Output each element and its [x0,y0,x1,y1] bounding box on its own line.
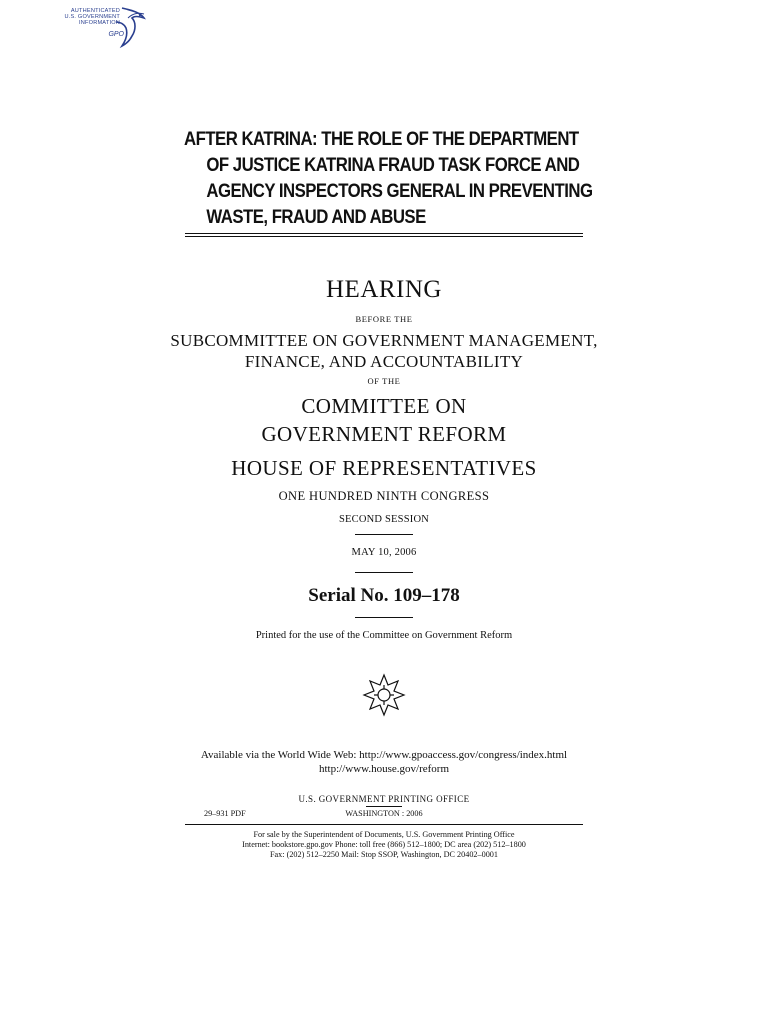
gpo-authentication-seal [58,4,150,48]
sale-info-line-1: For sale by the Superintendent of Documents, U.S. Government Printing Office [253,830,515,839]
subcommittee-line-1: SUBCOMMITTEE ON GOVERNMENT MANAGEMENT, [170,331,598,350]
session: SECOND SESSION [338,514,430,525]
hearing-label: HEARING [326,276,442,303]
date-rule [355,572,413,573]
eagle-seal-icon [58,4,150,50]
congress: ONE HUNDRED NINTH CONGRESS [278,489,490,503]
title-line-2: OF JUSTICE KATRINA FRAUD TASK FORCE AND [206,154,580,176]
of-the: OF THE [367,376,401,386]
printing-office: U.S. GOVERNMENT PRINTING OFFICE [298,794,470,804]
title-line-4: WASTE, FRAUD AND ABUSE [206,206,426,228]
seal-text-line-2: U.S. GOVERNMENT [64,14,120,20]
seal-text-line-3: INFORMATION [79,20,120,26]
availability-line-2: http://www.house.gov/reform [318,763,450,775]
subcommittee-line-2: FINANCE, AND ACCOUNTABILITY [244,352,524,371]
imprint-rule [185,824,583,825]
hearing-date: MAY 10, 2006 [351,547,417,558]
seal-text-line-1: AUTHENTICATED [70,8,120,14]
title-line-1: AFTER KATRINA: THE ROLE OF THE DEPARTMENT [184,128,579,150]
document-number: 29–931 PDF [204,809,246,818]
office-rule [366,806,402,807]
sale-info-line-2: Internet: bookstore.gpo.gov Phone: toll free (866) 512–1800; DC area (202) 512–1800 [242,840,526,849]
title-rule-bottom [185,236,583,237]
session-rule [355,534,413,535]
star-ornament-icon [362,673,406,717]
committee-line-2: GOVERNMENT REFORM [261,422,507,446]
house-of-representatives: HOUSE OF REPRESENTATIVES [231,456,537,480]
committee-line-1: COMMITTEE ON [301,394,467,418]
availability-line-1: Available via the World Wide Web: http://www.gpoaccess.gov/congress/index.html [200,749,568,761]
seal-gpo-mark: GPO [108,31,124,38]
serial-number: Serial No. 109–178 [308,585,460,606]
sale-info-line-3: Fax: (202) 512–2250 Mail: Stop SSOP, Washington, DC 20402–0001 [269,850,498,859]
printed-for: Printed for the use of the Committee on Government Reform [255,630,513,641]
before-the: BEFORE THE [355,314,413,324]
city-year: WASHINGTON : 2006 [345,809,423,818]
title-rule-top [185,233,583,234]
title-line-3: AGENCY INSPECTORS GENERAL IN PREVENTING [206,180,593,202]
hearing-title [184,126,593,230]
serial-rule [355,617,413,618]
